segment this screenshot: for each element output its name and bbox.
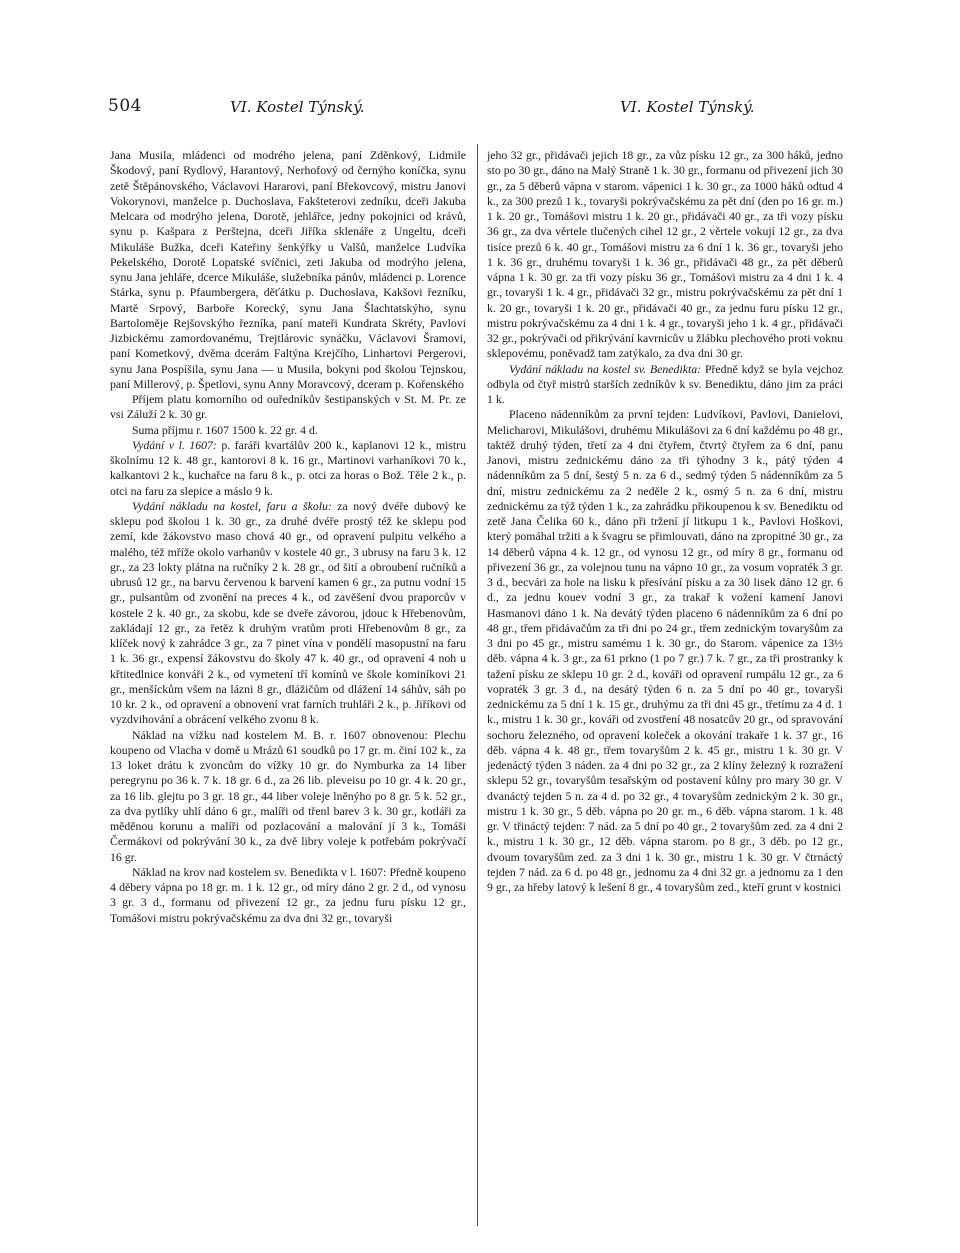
page-header <box>108 96 868 120</box>
paragraph-income-sum: Suma příjmu r. 1607 1500 k. 22 gr. 4 d. <box>132 422 318 437</box>
running-title-right: VI. Kostel Týnský. <box>620 98 755 116</box>
left-column <box>110 148 466 1228</box>
paragraph-tower-costs: Náklad na vížku nad kostelem M. B. r. 1607 obnovenou: Plechu koupeno od Vlacha v domě u Mrázů 61 soudků po 17 gr. m. činí 102 k., za 13 loket drátu k zvoncům do vížky 10 gr. do Nymburka za 14 liber peregrynu po 36 k. 7 k. 18 gr. 6 d., za 26 lib. pleveisu po 10 gr. 4 k. 20 gr., za 16 lib. glejtu po 3 gr. 18 gr., 44 liber voleje lněnýho po 8 gr. 5 k. 52 gr., za dva pytlíky uhlí dáno 6 gr., malíři od třenl barev 3 k. 30 gr., kotláři za měděnou korunu a malíři od pozlacování a malování jí 3 k., Tomáši Čermákovi od pokrývání 30 k., za dvě libry voleje k potřebám pokrývačí 16 gr. <box>110 727 466 864</box>
paragraph-roof-continued: jeho 32 gr., přidávači jejich 18 gr., za vůz písku 12 gr., za 300 háků, jedno sto po 30 gr., dáno na Malý Straně 1 k. 30 gr., formanu od přivezení jich 30 gr., za 5 děberů vápna v starom. vápenici 1 k. 30 gr., za 1000 háků odtud 4 k., za 300 prezů 1 k., tovaryši pokrývačskému za pět dní (den po 16 gr. m.) 1 k. 20 gr., Tomášovi mistru 1 k. 20 gr., přidávači 40 gr., za tři vozy písku 36 gr., za dva věrtele tlučených cihel 12 gr., 2 věrtele vokují 12 gr., za dva tisíce prezů 6 k. 40 gr., Tomášovi mistru za 6 dní 1 k. 36 gr., tovaryši jeho 1 k. 36 gr., druhému tovaryši 1 k. 36 gr., přidávači 48 gr., za pět děberů vápna 1 k. 30 gr. za tři vozy písku 36 gr., Tomášovi mistru za 4 dni 1 k. 4 gr., tovaryši 1 k. 4 gr., přidávači 32 gr., mistru pokrývačskému za pět dní 1 k. 20 gr., tovaryši 1 k. 20 gr., přidávači 40 gr., za jednu furu písku 12 gr., mistru pokrývačskému za 4 dni 1 k. 4 gr., tovaryši jeho 1 k. 4 gr., přidávači 32 gr., pokrývači od přikrývání kavrnicův u žlábku plechového proti voknu sklepovému, poněvadž tam zatýkalo, za dva dni 30 gr. <box>487 148 843 361</box>
paragraph-text: Předně když se byla vejchoz odbyla od čtyř mistrů starších zedníkův k sv. Benediktu, dáno jim za práci 1 k. <box>487 361 843 406</box>
paragraph-expenses-1607 <box>110 438 466 499</box>
paragraph-income-chamber: Příjem platu komorního od ouředníkův šestipanských v St. M. Pr. ze vsi Záluží 2 k. 30 gr. <box>110 392 466 422</box>
paragraph-text: za nový dvéře dubový ke sklepu pod školou 1 k. 30 gr., za druhé dvéře prostý též ke sklepu pod zemí, kde žákovstvo maso chová 40 gr., od opravení pulpitu velkého a malého, též mříže okolo varhanův v kostele 40 gr., 3 ubrusy na faru 3 k. 12 gr., za 23 lokty plátna na ručníky 2 k. 28 gr., od šití a obroubení ručníků a ubrusů 12 gr., na barvu červenou k barvení kamen 6 gr., za putnu vodní 15 gr., pulsantům od zvonění na preces 4 k., od zavěšení dvou praporcův v kostele 2 k. 40 gr., za skobu, kde se dveře závorou, jdouc k Hřebenovům, zakládají 12 gr., za řetěz k druhým vratům proti Hřebenovům 8 gr., za klíček nový k zahrádce 3 gr., za 7 pinet vína v pondělí masopustní na faru 1 k. 36 gr., expensí žákovstvu do školy 47 k. 40 gr., od opravení 4 noh u křtitedlnice konváři 2 k., od vymetení tří komínů ve škole kominíkovi 21 gr., menšíckům všem na lázni 8 gr., dlážičům od dlážení 14 sáhův, sáh po 10 kr. 2 k., od opravení a obnovení vrat farních truhláři 2 k., p. Jiříkovi od vyzdvihování a obrácení velkého zvonu 8 k. <box>110 498 466 727</box>
right-column <box>487 148 843 1228</box>
paragraph-burials: Jana Musila, mládenci od modrého jelena, paní Zděnkový, Lidmile Škodový, paní Rydlový, Harantový, Nerhofový od černýho koníčka, synu zetě Štěpánovského, Václavovi Hararovi, paní Břekovcový, mistru Janovi Vokorynovi, manželce p. Duchoslava, Fakšteterovi zedníku, dceři Jakuba Melcara od modrýho jelena, Dorotě, jehlářce, jedny pokojnici od krávů, synu p. Kašpara z Perštejna, dceři Jiříka sklenáře z Ungeltu, dceři Mikuláše Bužka, dceři Kateřiny šenkýřky u Valšů, manželce Ludvíka Pekelského, Dorotě Lopatské svíčnici, zeti Jakuba od modrýho jelena, synu Jana jehláře, dcerce Mikuláše, služebníka pánův, mládenci p. Lorence Stárka, synu p. Pfaumbergera, děťátku p. Duchoslava, Kakšovi řezníku, Martě Srpový, Barboře Korecký, synu Jana Šlachtatskýho, synu Bartoloměje Rejšovskýho řezníka, paní mateři Kundrata Skréty, Pavlovi Jizbickému zamordovanému, Trejtlárovic synáčku, Václavovi Šramovi, paní Kometkový, dvěma dcerám Faltýna Krejčího, Linhartovi Pergerovi, synu Jana Pospíšila, synu Jana — u Musila, bokyni pod školou Tejnskou, paní Millerový, p. Špetlovi, synu Anny Moravcový, dceram p. Kořenského <box>110 148 466 391</box>
section-label-benedict: Vydání nákladu na kostel sv. Benedikta: <box>509 361 702 376</box>
paragraph-benedict-costs <box>487 362 843 408</box>
section-label-church-costs: Vydání nákladu na kostel, faru a školu: <box>132 498 332 513</box>
paragraph-text: p. faráři kvartálův 200 k., kaplanovi 12 k., mistru školnímu 12 k. 48 gr., kantorovi 8 k. 16 gr., Martinovi varhaníkovi 70 k., kalkantovi 2 k., kuchařce na faru 8 k., p. otci za horas o Bož. Těle 2 k., p. otci na faru za slepice a máslo 9 k. <box>110 437 466 498</box>
column-divider <box>477 144 478 1226</box>
paragraph-roof-costs: Náklad na krov nad kostelem sv. Benedikta v l. 1607: Předně koupeno 4 děbery vápna po 18 gr. m. 1 k. 12 gr., od míry dáno 2 gr. 2 d., od vynosu 3 gr. 3 d., formanu od přivezení 12 gr., za jednu furu písku 12 gr., Tomášovi mistru pokrývačskému za dva dni 32 gr., tovaryši <box>110 864 466 925</box>
section-label-expenses: Vydání v l. 1607: <box>132 437 217 452</box>
page-number: 504 <box>108 96 142 116</box>
paragraph-day-laborers: Placeno nádenníkům za první tejden: Ludvíkovi, Pavlovi, Danielovi, Melicharovi, Mikulášovi, druhému Mikulášovi za 6 dní každému po 48 gr., taktéž druhý týden, třetí za 4 dni čtyřem, čtvrtý čtyřem za 6 dní, panu Janovi, mistru zednickému dáno za tři týhodny 3 k., pátý týden 4 nádenníkům za 5 dní, šestý 5 n. za 6 d., sedmý týden 5 nádenníkům za 5 dní, mistru zednickému za 2 neděle 2 k., osmý 5 n. za 6 dní, mistru zednickému za týž týden 1 k., za zahrádku přikoupenou k sv. Benediktu od zetě Jana Čelika 60 k., dáno při tržení jí litkupu 1 k., Pavlovi Hoškovi, který pomáhal tržiti a k švagru se přimlouvati, dáno na zpropitné 30 gr., za 14 děberů vápna 4 k. 12 gr., od vynosu 12 gr., od míry 8 gr., formanu od přivezení 36 gr., za volejnou tunu na vápno 10 gr., za vosum vopraték 3 gr. 3 d., becvári za hole na lisku k přesívání písku a za 30 lisek dáno 12 gr. 6 d., za jednu kouev vodní 3 gr., za trakař k vožení kamení Janovi Hasmanovi dáno 1 k. Na devátý týden placeno 6 nádenníkům za 6 dní po 48 gr., třem přidávačům za tři dni po 24 gr., třem zednickým tovaryšům za 3 dni po 45 gr., mistru samému 1 k. 30 gr., do Starom. vápenice za 13½ děb. vápna 4 k. 3 gr., za 61 prkno (1 po 7 gr.) 7 k. 7 gr., za tři prostranky k tažení písku ze sklepu 10 gr. 2 d., kováři od opravení rumpálu 12 gr., za 6 vopraték 3 gr. 3 d., na desátý týden 6 n. za 5 dní po 40 gr., tovaryši zednickému za 5 dní 1 k. 15 gr., druhýmu za tři dni 45 gr., třetímu za 4 d. 1 k., mistru 1 k. 30 gr., kováři od zvostření 48 nosatcův 20 gr., od spravování sochoru železného, od opravení koleček a okování trakaře 1 k. 37 gr., 16 děb. vápna 4 k. 48 gr., třem tovaryšům 2 k. 45 gr., mistru 1 k. 30 gr. V jedenáctý týden 3 náden. za 4 dni po 32 gr., za 2 klíny železný k rozražení sklepu 52 gr., tovaryšům tesařským od postavení kůlny pro mary 30 gr. V dvanáctý tejden 5 n. za 4 d. po 32 gr., 4 tovaryšům zednickým 2 k. 30 gr., mistru 1 k. 30 gr., 5 děb. vápna po 20 gr. m., 6 děb. vápna starom. 1 k. 48 gr. V třináctý tejden: 7 nád. za 5 dní po 40 gr., 2 tovaryšům zed. za 4 dni 2 k., mistru 1 k. 30 gr., 12 děb. vápna starom. po 8 gr., 3 děb. po 12 gr., dvoum tovaryšům zed. za 3 dni 1 k. 30 gr., mistru 1 k. 30 gr. V čtrnáctý tejden 7 nád. za 6 d. po 48 gr., jednomu za 4 dni 32 gr. a jednomu za 1 den 9 gr., za hřeby latový k lešení 8 gr., 4 tovaryšům zed., kteří grunt v kostnici <box>487 407 843 894</box>
running-title-left: VI. Kostel Týnský. <box>230 98 365 116</box>
paragraph-expenses-church <box>110 499 466 728</box>
